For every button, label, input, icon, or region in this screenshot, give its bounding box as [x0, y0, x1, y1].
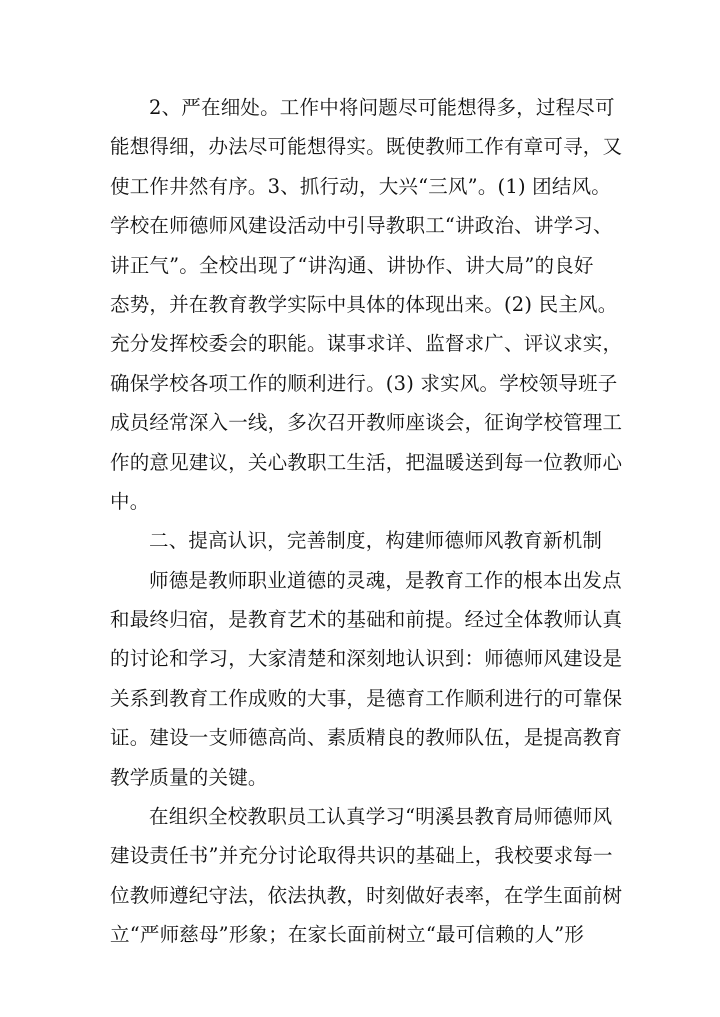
document-body — [110, 88, 623, 955]
paragraph-line: 讲正气”。全校出现了“讲沟通、讲协作、讲大局”的良好 — [110, 253, 594, 277]
paragraph-line: 位教师遵纪守法，依法执教，时刻做好表率，在学生面前树 — [110, 883, 623, 907]
paragraph-line: 在组织全校教职员工认真学习“明溪县教育局师德师风 — [149, 805, 613, 829]
paragraph-line: 立“严师慈母”形象；在家长面前树立“最可信赖的人”形 — [110, 923, 585, 947]
paragraph-line: 建设责任书”并充分讨论取得共识的基础上，我校要求每一 — [110, 844, 613, 868]
paragraph-line: 证。建设一支师德高尚、素质精良的教师队伍，是提高教育 — [110, 726, 623, 750]
paragraph-line: 能想得细，办法尽可能想得实。既使教师工作有章可寻，又 — [110, 135, 623, 159]
paragraph-line: 和最终归宿，是教育艺术的基础和前提。经过全体教师认真 — [110, 608, 623, 632]
paragraph-line: 的讨论和学习，大家清楚和深刻地认识到：师德师风建设是 — [110, 647, 623, 671]
paragraph-line: 师德是教师职业道德的灵魂，是教育工作的根本出发点 — [149, 568, 622, 592]
paragraph-line: 态势，并在教育教学实际中具体的体现出来。(2) 民主风。 — [110, 292, 618, 316]
paragraph-line: 关系到教育工作成败的大事，是德育工作顺利进行的可靠保 — [110, 686, 623, 710]
paragraph-line: 使工作井然有序。3、抓行动，大兴“三风”。(1) 团结风。 — [110, 174, 611, 198]
paragraph-line: 充分发挥校委会的职能。谋事求详、监督求广、评议求实， — [110, 332, 623, 356]
paragraph-line: 确保学校各项工作的顺利进行。(3) 求实风。学校领导班子 — [110, 371, 618, 395]
paragraph-line: 成员经常深入一线，多次召开教师座谈会，征询学校管理工 — [110, 411, 623, 435]
paragraph-line: 教学质量的关键。 — [110, 765, 268, 789]
paragraph-line: 作的意见建议，关心教职工生活，把温暖送到每一位教师心 — [110, 450, 623, 474]
paragraph-line: 2、严在细处。工作中将问题尽可能想得多，过程尽可 — [149, 96, 615, 119]
paragraph-line: 学校在师德师风建设活动中引导教职工“讲政治、讲学习、 — [110, 214, 613, 238]
section-heading: 二、提高认识，完善制度，构建师德师风教育新机制 — [149, 529, 603, 553]
paragraph-line: 中。 — [110, 489, 150, 513]
